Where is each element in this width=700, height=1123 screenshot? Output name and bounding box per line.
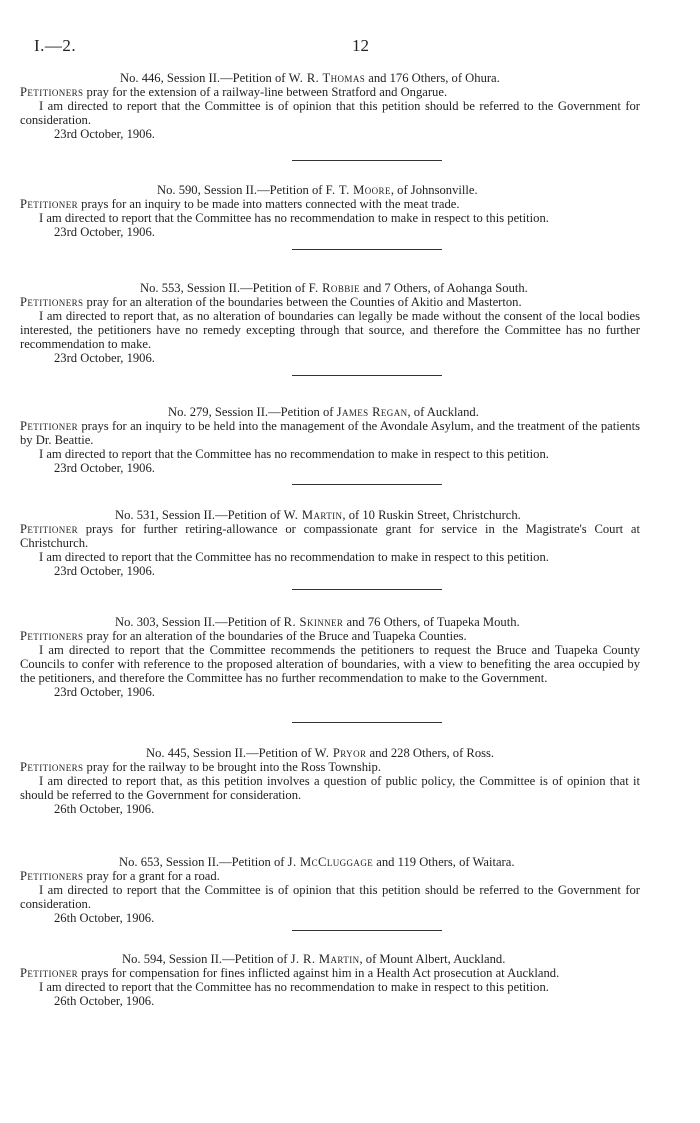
prayer-lead: Petitioner: [20, 521, 78, 536]
petition-title: [20, 184, 640, 198]
petition-entry: [20, 826, 640, 930]
petition-connector: —Petition of: [215, 508, 284, 522]
committee-report: I am directed to report that the Committee is of opinion that this petition should be referred to the Government for consideration.: [20, 882, 640, 911]
petitioner-name: F. Robbie: [308, 281, 360, 295]
petitioner-origin: , of Mount Albert, Auckland.: [359, 952, 506, 966]
petition-number: No. 445, Session II.: [146, 746, 247, 760]
petition-prayer: [20, 523, 640, 551]
petition-title: [20, 406, 640, 420]
report-date: 23rd October, 1906.: [54, 460, 155, 475]
committee-report: I am directed to report that the Committee recommends the petitioners to request the Bruce and Tuapeka County Councils to confer with reference to the proposed alteration of boundaries, with a view to benefiting the area occupied by the petitioners, and therefore the Committee has no further recommendation to make to the Government.: [20, 642, 640, 685]
report-date: 23rd October, 1906.: [54, 126, 155, 141]
petition-entry: [20, 931, 640, 1009]
petition-number: No. 553, Session II.: [140, 281, 241, 295]
petition-prayer: [20, 420, 640, 448]
petitioner-origin: and 7 Others, of Aohanga South.: [359, 281, 528, 295]
committee-report: I am directed to report that the Committee is of opinion that this petition should be referred to the Government for consideration.: [20, 98, 640, 127]
petition-number: No. 279, Session II.: [168, 405, 269, 419]
petition-title: [20, 616, 640, 630]
petitioner-name: W. Martin: [283, 508, 343, 522]
report-date: 26th October, 1906.: [54, 910, 155, 925]
prayer-lead: Petitioners: [20, 868, 84, 883]
petitioner-name: W. R. Thomas: [288, 71, 366, 85]
report-date: 26th October, 1906.: [54, 801, 155, 816]
petitioner-name: James Regan: [336, 405, 408, 419]
petitioner-origin: , of Auckland.: [407, 405, 479, 419]
petition-prayer: [20, 296, 640, 310]
committee-report: I am directed to report that the Committee has no recommendation to make in respect to this petition.: [39, 979, 549, 994]
prayer-lead: Petitioners: [20, 628, 84, 643]
page-header: [34, 36, 674, 58]
petition-connector: —Petition of: [215, 615, 284, 629]
prayer-text: pray for an alteration of the boundaries between the Counties of Akitio and Masterton.: [83, 294, 522, 309]
petition-entry: [20, 723, 640, 825]
petition-number: No. 653, Session II.: [119, 855, 220, 869]
petition-prayer: [20, 761, 640, 775]
committee-report: I am directed to report that the Committee has no recommendation to make in respect to this petition.: [39, 549, 549, 564]
committee-report: I am directed to report that, as this petition involves a question of public policy, the Committee is of opinion that it should be referred to the Government for consideration.: [20, 773, 640, 802]
petition-connector: —Petition of: [246, 746, 315, 760]
prayer-lead: Petitioner: [20, 418, 78, 433]
petitioner-origin: and 76 Others, of Tuapeka Mouth.: [343, 615, 520, 629]
petition-title: [20, 282, 640, 296]
petitioner-name: R. Skinner: [283, 615, 344, 629]
petition-prayer: [20, 870, 640, 884]
report-date: 23rd October, 1906.: [54, 684, 155, 699]
petition-entry: [20, 590, 640, 722]
report-date: 23rd October, 1906.: [54, 224, 155, 239]
petition-prayer: [20, 198, 640, 212]
petition-connector: —Petition of: [240, 281, 309, 295]
prayer-lead: Petitioner: [20, 965, 78, 980]
petition-number: No. 594, Session II.: [122, 952, 223, 966]
petition-title: [20, 856, 640, 870]
prayer-text: pray for a grant for a road.: [83, 868, 220, 883]
prayer-text: prays for an inquiry to be made into matters connected with the meat trade.: [78, 196, 460, 211]
report-date: 26th October, 1906.: [54, 993, 155, 1008]
petition-connector: —Petition of: [219, 855, 288, 869]
petitioner-origin: , of 10 Ruskin Street, Christchurch.: [342, 508, 521, 522]
petition-number: No. 446, Session II.: [120, 71, 221, 85]
petition-connector: —Petition of: [220, 71, 289, 85]
document-reference: I.—2.: [34, 36, 77, 55]
prayer-lead: Petitioners: [20, 84, 84, 99]
page-number: 12: [352, 36, 369, 55]
prayer-text: prays for compensation for fines inflicted against him in a Health Act prosecution at Auckland.: [78, 965, 560, 980]
prayer-text: pray for the railway to be brought into the Ross Township.: [83, 759, 382, 774]
petitioner-origin: and 228 Others, of Ross.: [366, 746, 495, 760]
petition-prayer: [20, 630, 640, 644]
petition-number: No. 303, Session II.: [115, 615, 216, 629]
petition-number: No. 531, Session II.: [115, 508, 216, 522]
petition-connector: —Petition of: [257, 183, 326, 197]
prayer-text: pray for the extension of a railway-line between Stratford and Ongarue.: [83, 84, 448, 99]
petition-title: [20, 509, 640, 523]
petition-title: [20, 747, 640, 761]
petition-connector: —Petition of: [268, 405, 337, 419]
report-date: 23rd October, 1906.: [54, 350, 155, 365]
petition-title: [20, 953, 640, 967]
petition-entry: [20, 376, 640, 484]
committee-report: I am directed to report that, as no alteration of boundaries can legally be made without the consent of the local bodies interested, the petitioners have no remedy excepting through that source, and therefore the Committee has no further recommendation to make.: [20, 308, 640, 351]
petitioner-name: J. R. Martin: [290, 952, 360, 966]
petition-number: No. 590, Session II.: [157, 183, 258, 197]
petitioner-name: J. McCluggage: [287, 855, 374, 869]
petition-entry: [20, 72, 640, 160]
prayer-text: pray for an alteration of the boundaries of the Bruce and Tuapeka Counties.: [83, 628, 467, 643]
report-date: 23rd October, 1906.: [54, 563, 155, 578]
petition-entry: [20, 485, 640, 589]
petitioner-name: W. Pryor: [314, 746, 367, 760]
petition-prayer: [20, 86, 640, 100]
prayer-lead: Petitioners: [20, 759, 84, 774]
petition-title: [20, 72, 640, 86]
petitioner-origin: , of Johnsonville.: [390, 183, 478, 197]
petition-entry: [20, 250, 640, 375]
petitioner-origin: and 176 Others, of Ohura.: [365, 71, 500, 85]
prayer-lead: Petitioners: [20, 294, 84, 309]
petition-list: [20, 72, 640, 1009]
prayer-text: prays for further retiring-allowance or compassionate grant for service in the Magistrate's Court at Christchurch.: [20, 521, 640, 550]
petitioner-origin: and 119 Others, of Waitara.: [373, 855, 515, 869]
petition-prayer: [20, 967, 640, 981]
committee-report: I am directed to report that the Committee has no recommendation to make in respect to this petition.: [39, 210, 549, 225]
petitioner-name: F. T. Moore: [325, 183, 391, 197]
petition-entry: [20, 161, 640, 249]
petition-connector: —Petition of: [222, 952, 291, 966]
committee-report: I am directed to report that the Committee has no recommendation to make in respect to this petition.: [39, 446, 549, 461]
prayer-text: prays for an inquiry to be held into the management of the Avondale Asylum, and the treatment of the patients by Dr. Beattie.: [20, 418, 640, 447]
prayer-lead: Petitioner: [20, 196, 78, 211]
